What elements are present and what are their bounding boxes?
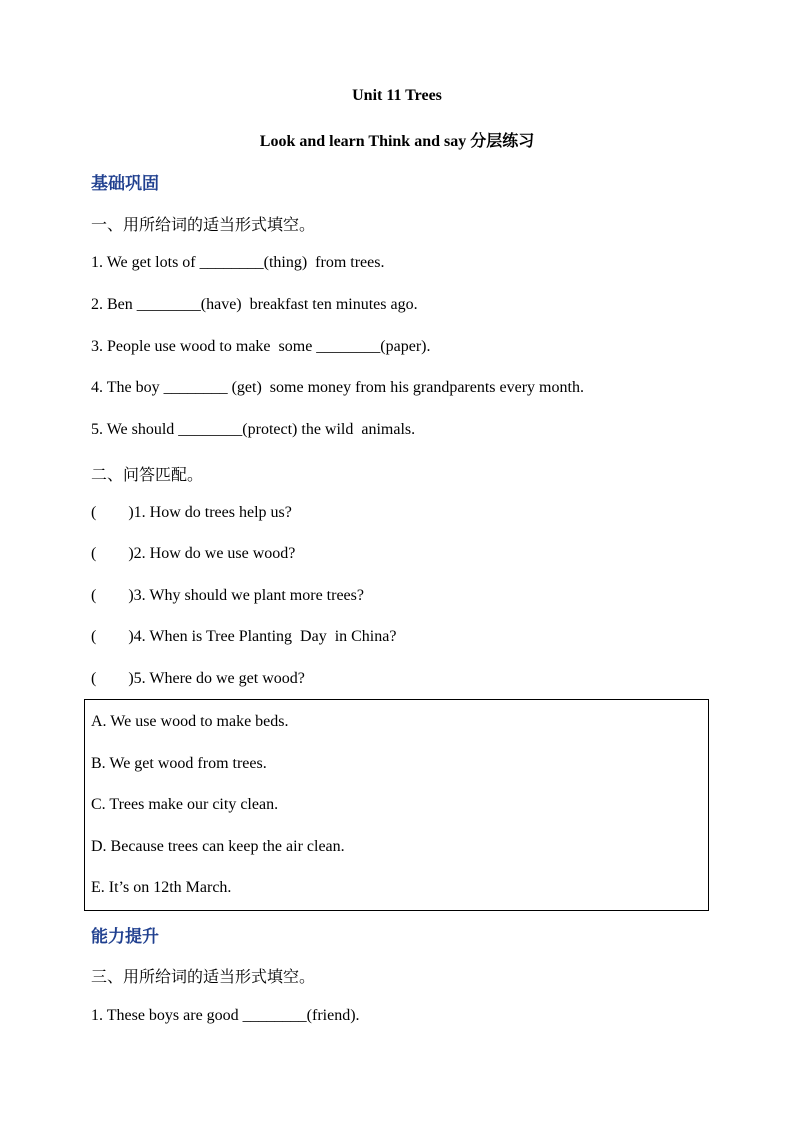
fill-item-1: 1. We get lots of ________(thing) from trees. — [91, 254, 385, 271]
page-title: Unit 11 Trees — [352, 87, 442, 104]
fill-item-2: 2. Ben ________(have) breakfast ten minutes ago. — [91, 296, 418, 313]
part2-instruction: 二、问答匹配。 — [91, 467, 204, 484]
match-question-4: ( )4. When is Tree Planting Day in China? — [91, 628, 397, 645]
answer-option-b: B. We get wood from trees. — [91, 755, 267, 772]
match-question-2: ( )2. How do we use wood? — [91, 545, 296, 562]
part1-instruction: 一、用所给词的适当形式填空。 — [91, 217, 316, 234]
answer-option-a: A. We use wood to make beds. — [91, 713, 289, 730]
section-heading-basic: 基础巩固 — [91, 174, 159, 193]
fill-item-4: 4. The boy ________ (get) some money from his grandparents every month. — [91, 379, 584, 396]
fill-item-5: 5. We should ________(protect) the wild animals. — [91, 421, 416, 438]
fill-item-3: 3. People use wood to make some ________(paper). — [91, 338, 431, 355]
answer-option-d: D. Because trees can keep the air clean. — [91, 838, 345, 855]
page-subtitle: Look and learn Think and say 分层练习 — [259, 133, 535, 150]
answer-option-c: C. Trees make our city clean. — [91, 796, 279, 813]
answer-option-e: E. It’s on 12th March. — [91, 879, 232, 896]
fill-item-part3-1: 1. These boys are good ________(friend). — [91, 1007, 360, 1024]
match-question-5: ( )5. Where do we get wood? — [91, 670, 305, 687]
part3-instruction: 三、用所给词的适当形式填空。 — [91, 969, 316, 986]
section-heading-advanced: 能力提升 — [91, 927, 159, 946]
match-question-1: ( )1. How do trees help us? — [91, 504, 292, 521]
match-question-3: ( )3. Why should we plant more trees? — [91, 587, 364, 604]
